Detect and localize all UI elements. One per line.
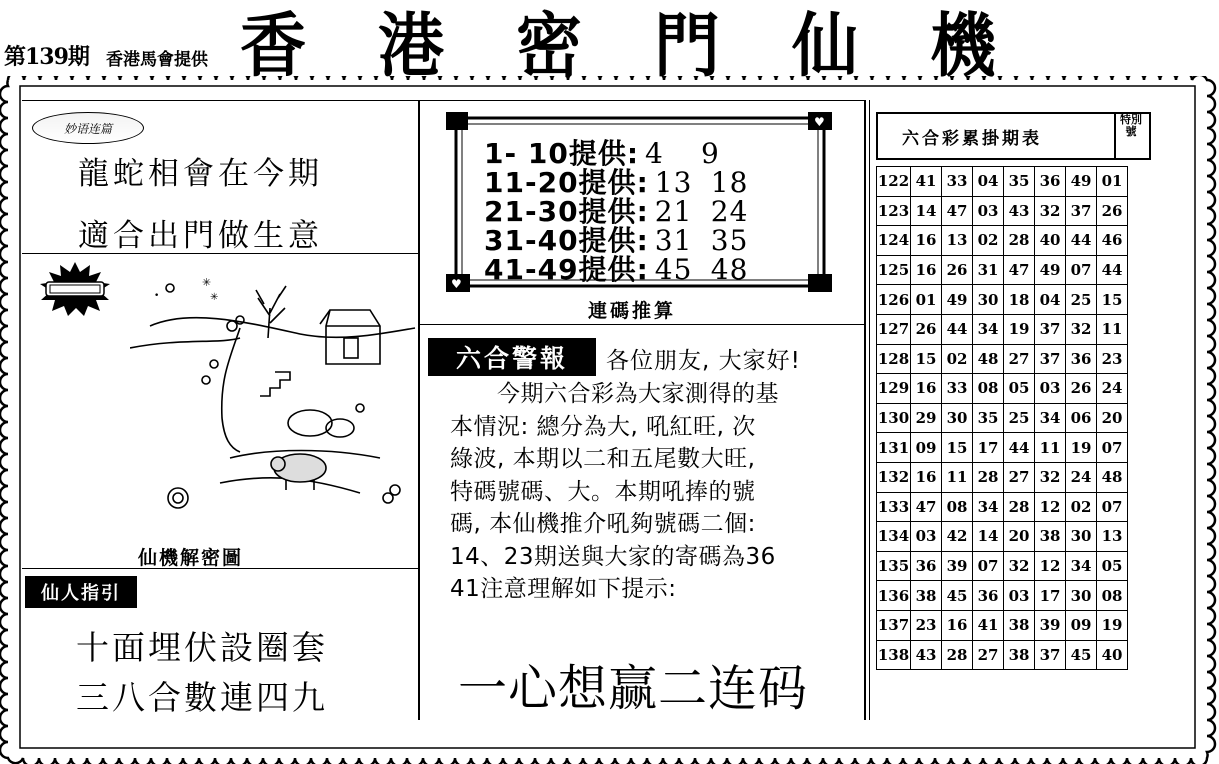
number-cell: 36: [1066, 344, 1097, 374]
special-number-label: 特別號: [1120, 113, 1142, 138]
issue-cell: 133: [877, 492, 911, 522]
number-cell: 31: [973, 255, 1004, 285]
special-number-cell: 26: [1097, 196, 1128, 226]
number-cell: 37: [1035, 314, 1066, 344]
number-cell: 03: [1004, 581, 1035, 611]
special-number-cell: 07: [1097, 433, 1128, 463]
article-line: 41注意理解如下提示:: [450, 576, 677, 602]
special-number-cell: 19: [1097, 610, 1128, 640]
number-cell: 44: [1066, 226, 1097, 256]
issue-number: 第139期: [4, 44, 89, 70]
number-cell: 16: [911, 374, 942, 404]
number-cell: 04: [1035, 285, 1066, 315]
number-cell: 27: [1004, 462, 1035, 492]
pick-number: 31: [654, 224, 693, 257]
pick-row: [484, 248, 748, 288]
special-number-cell: 48: [1097, 462, 1128, 492]
hint-line: 三八合數連四九: [76, 678, 328, 717]
pick-number: 4: [645, 137, 664, 170]
number-cell: 33: [942, 374, 973, 404]
table-row: [877, 167, 1128, 197]
title-char: 港: [378, 4, 448, 86]
special-number-cell: 23: [1097, 344, 1128, 374]
pick-colon: :: [636, 166, 649, 199]
number-cell: 27: [1004, 344, 1035, 374]
svg-text:•: •: [154, 291, 160, 301]
title-char: 密: [516, 4, 586, 86]
number-cell: 32: [1035, 462, 1066, 492]
svg-text:♥: ♥: [814, 115, 825, 129]
number-cell: 02: [1066, 492, 1097, 522]
table-row: [877, 196, 1128, 226]
number-cell: 35: [973, 403, 1004, 433]
pick-number: 9: [701, 137, 720, 170]
number-cell: 03: [1035, 374, 1066, 404]
pick-number: 18: [710, 166, 749, 199]
issue-cell: 123: [877, 196, 911, 226]
issue-cell: 134: [877, 522, 911, 552]
issue-cell: 125: [877, 255, 911, 285]
svg-text:♥: ♥: [451, 277, 462, 291]
header-divider: [1114, 112, 1116, 160]
number-cell: 08: [973, 374, 1004, 404]
number-cell: 32: [1066, 314, 1097, 344]
pick-range: 21-30提供: [484, 195, 637, 228]
title-char: 仙: [792, 4, 862, 86]
number-cell: 47: [911, 492, 942, 522]
page-title: [240, 2, 1000, 86]
poem-line: 龍蛇相會在今期: [78, 156, 323, 192]
number-cell: 23: [911, 610, 942, 640]
pick-colon: :: [636, 224, 649, 257]
number-cell: 34: [973, 314, 1004, 344]
issue-cell: 124: [877, 226, 911, 256]
number-cell: 14: [973, 522, 1004, 552]
number-cell: 47: [942, 196, 973, 226]
title-char: 門: [654, 4, 724, 86]
issue-cell: 122: [877, 167, 911, 197]
provider-label: 香港馬會提供: [106, 50, 208, 70]
number-cell: 20: [1004, 522, 1035, 552]
number-cell: 38: [1035, 522, 1066, 552]
number-cell: 14: [911, 196, 942, 226]
pick-colon: :: [636, 253, 649, 286]
number-cell: 16: [911, 226, 942, 256]
pick-range: 31-40提供: [484, 224, 637, 257]
table-row: [877, 462, 1128, 492]
number-cell: 28: [1004, 492, 1035, 522]
article-line: 特碼號碼、大。本期吼捧的號: [450, 478, 756, 505]
number-cell: 44: [942, 314, 973, 344]
title-char: 香: [240, 4, 310, 86]
table-row: [877, 344, 1128, 374]
section-divider: [22, 100, 864, 101]
number-cell: 11: [1035, 433, 1066, 463]
pick-number: 35: [710, 224, 749, 257]
number-cell: 07: [1066, 255, 1097, 285]
number-cell: 44: [1004, 433, 1035, 463]
pick-range: 41-49提供: [484, 253, 637, 286]
number-cell: 15: [942, 433, 973, 463]
number-cell: 01: [911, 285, 942, 315]
issue-cell: 131: [877, 433, 911, 463]
table-row: [877, 226, 1128, 256]
issue-cell: 137: [877, 610, 911, 640]
number-cell: 12: [1035, 492, 1066, 522]
number-cell: 24: [1066, 462, 1097, 492]
table-row: [877, 314, 1128, 344]
pick-number: 24: [710, 195, 749, 228]
number-cell: 41: [911, 167, 942, 197]
special-number-cell: 46: [1097, 226, 1128, 256]
table-title: 六合彩累掛期表: [902, 129, 1042, 149]
number-cell: 04: [973, 167, 1004, 197]
number-cell: 32: [1004, 551, 1035, 581]
special-number-cell: 15: [1097, 285, 1128, 315]
table-row: [877, 433, 1128, 463]
number-cell: 05: [1004, 374, 1035, 404]
number-cell: 33: [942, 167, 973, 197]
number-cell: 16: [942, 610, 973, 640]
number-cell: 03: [911, 522, 942, 552]
issue-cell: 127: [877, 314, 911, 344]
pick-number: 13: [654, 166, 693, 199]
number-cell: 17: [1035, 581, 1066, 611]
greeting-text: 各位朋友, 大家好!: [606, 348, 801, 374]
issue-cell: 135: [877, 551, 911, 581]
svg-text:✳: ✳: [210, 292, 219, 303]
issue-cell: 129: [877, 374, 911, 404]
number-cell: 06: [1066, 403, 1097, 433]
number-cell: 29: [911, 403, 942, 433]
number-cell: 02: [973, 226, 1004, 256]
number-cell: 17: [973, 433, 1004, 463]
number-cell: 30: [1066, 581, 1097, 611]
article-line: 今期六合彩為大家測得的基: [450, 381, 779, 407]
column-divider: [864, 100, 866, 720]
pick-range: 11-20提供: [484, 166, 637, 199]
number-cell: 38: [1004, 610, 1035, 640]
number-cell: 28: [973, 462, 1004, 492]
pick-colon: :: [636, 195, 649, 228]
article-line: 本情況: 總分為大, 吼紅旺, 次: [450, 413, 756, 440]
number-cell: 30: [973, 285, 1004, 315]
slogan-headline: 一心想赢二连码: [458, 660, 809, 717]
number-cell: 36: [1035, 167, 1066, 197]
number-cell: 43: [1004, 196, 1035, 226]
number-cell: 30: [1066, 522, 1097, 552]
number-cell: 49: [1035, 255, 1066, 285]
table-row: [877, 640, 1128, 670]
number-cell: 09: [1066, 610, 1097, 640]
number-cell: 36: [911, 551, 942, 581]
pick-colon: :: [626, 137, 640, 170]
number-cell: 08: [942, 492, 973, 522]
number-cell: 37: [1035, 344, 1066, 374]
table-row: [877, 551, 1128, 581]
number-cell: 40: [1035, 226, 1066, 256]
pick-number: 45: [654, 253, 693, 286]
number-cell: 41: [973, 610, 1004, 640]
number-cell: 19: [1066, 433, 1097, 463]
special-number-cell: 01: [1097, 167, 1128, 197]
special-number-cell: 07: [1097, 492, 1128, 522]
article-body: [450, 378, 842, 606]
number-cell: 12: [1035, 551, 1066, 581]
table-row: [877, 522, 1128, 552]
title-char: 機: [930, 4, 1000, 86]
illustration-caption: 仙機解密圖: [138, 547, 244, 569]
issue-cell: 138: [877, 640, 911, 670]
slogan-tag: 妙语连篇: [32, 112, 144, 144]
special-number-cell: 11: [1097, 314, 1128, 344]
article-line: 綠波, 本期以二和五尾數大旺,: [450, 446, 756, 472]
issue-cell: 136: [877, 581, 911, 611]
section-divider: [420, 324, 864, 325]
guide-label: 仙人指引: [25, 576, 137, 608]
special-number-cell: 08: [1097, 581, 1128, 611]
number-cell: 37: [1035, 640, 1066, 670]
table-row: [877, 403, 1128, 433]
number-cell: 48: [973, 344, 1004, 374]
number-cell: 34: [1035, 403, 1066, 433]
special-number-cell: 13: [1097, 522, 1128, 552]
number-cell: 45: [942, 581, 973, 611]
number-cell: 09: [911, 433, 942, 463]
pick-range: 1- 10提供: [484, 137, 627, 170]
number-cell: 13: [942, 226, 973, 256]
hint-line: 十面埋伏設圈套: [76, 628, 328, 667]
table-row: [877, 374, 1128, 404]
number-cell: 45: [1066, 640, 1097, 670]
number-cell: 27: [973, 640, 1004, 670]
number-cell: 30: [942, 403, 973, 433]
poem-line: 適合出門做生意: [78, 218, 323, 254]
table-row: [877, 285, 1128, 315]
pick-number: 48: [710, 253, 749, 286]
results-table: [876, 166, 1128, 670]
illustration-scene: [130, 268, 420, 528]
special-number-cell: 24: [1097, 374, 1128, 404]
number-cell: 34: [973, 492, 1004, 522]
table-row: [877, 581, 1128, 611]
number-cell: 35: [1004, 167, 1035, 197]
table-row: [877, 255, 1128, 285]
number-cell: 49: [942, 285, 973, 315]
number-cell: 18: [1004, 285, 1035, 315]
column-divider: [869, 100, 870, 720]
number-cell: 02: [942, 344, 973, 374]
number-cell: 39: [942, 551, 973, 581]
number-cell: 16: [911, 255, 942, 285]
number-cell: 37: [1066, 196, 1097, 226]
issue-cell: 128: [877, 344, 911, 374]
table-row: [877, 610, 1128, 640]
special-number-cell: 20: [1097, 403, 1128, 433]
table-row: [877, 492, 1128, 522]
special-number-cell: 40: [1097, 640, 1128, 670]
number-cell: 36: [973, 581, 1004, 611]
number-cell: 26: [1066, 374, 1097, 404]
special-number-cell: 05: [1097, 551, 1128, 581]
issue-cell: 126: [877, 285, 911, 315]
article-line: 14、23期送與大家的寄碼為36: [450, 543, 776, 570]
svg-text:✳: ✳: [202, 276, 212, 289]
number-cell: 15: [911, 344, 942, 374]
pick-number: 21: [654, 195, 693, 228]
number-cell: 38: [1004, 640, 1035, 670]
number-cell: 26: [942, 255, 973, 285]
number-cell: 25: [1004, 403, 1035, 433]
number-cell: 16: [911, 462, 942, 492]
number-cell: 43: [911, 640, 942, 670]
number-cell: 26: [911, 314, 942, 344]
number-cell: 19: [1004, 314, 1035, 344]
number-cell: 39: [1035, 610, 1066, 640]
issue-cell: 130: [877, 403, 911, 433]
special-number-cell: 44: [1097, 255, 1128, 285]
picks-caption: 連碼推算: [588, 300, 677, 322]
article-line: 碼, 本仙機推介吼夠號碼二個:: [450, 511, 756, 537]
number-cell: 38: [911, 581, 942, 611]
number-cell: 11: [942, 462, 973, 492]
starburst-badge-icon: [38, 262, 112, 316]
alert-label: 六合警報: [428, 338, 596, 376]
number-cell: 32: [1035, 196, 1066, 226]
number-cell: 03: [973, 196, 1004, 226]
number-cell: 28: [942, 640, 973, 670]
number-cell: 42: [942, 522, 973, 552]
number-cell: 49: [1066, 167, 1097, 197]
number-cell: 25: [1066, 285, 1097, 315]
number-cell: 07: [973, 551, 1004, 581]
number-cell: 34: [1066, 551, 1097, 581]
number-cell: 28: [1004, 226, 1035, 256]
number-cell: 47: [1004, 255, 1035, 285]
issue-cell: 132: [877, 462, 911, 492]
